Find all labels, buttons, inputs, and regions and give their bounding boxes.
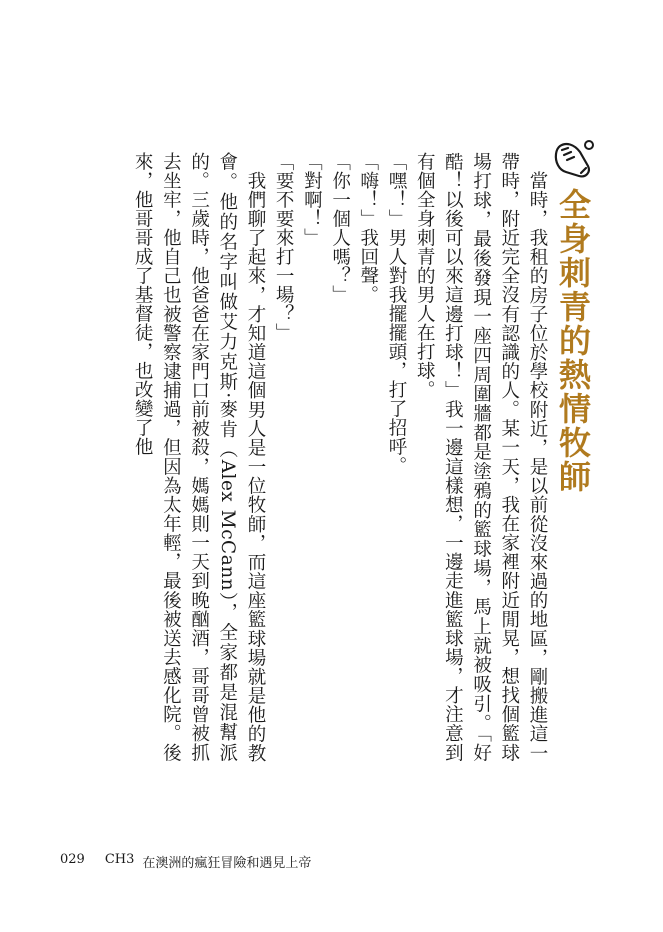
- dialogue-line: 「嗨！」我回聲。: [357, 152, 379, 304]
- page-footer: [60, 852, 311, 871]
- section-title: 全身刺青的熱情牧師: [554, 188, 592, 494]
- paragraph-intro: 當時，我租的房子位於學校附近，是以前從沒來過的地區，剛搬進這一帶時，附近完全沒有認識的人。某一天，我在家裡附近閒晃，想找個籃球場打球，最後發現一座四周圍牆都是塗鴉的籃球場，馬上就被吸引。「好酷！以後可以來這邊打球！」我一邊這樣想，一邊走進籃球場，才注意到有個全身刺青的男人在打球。: [414, 152, 548, 762]
- page-number: 029: [60, 852, 85, 867]
- article-body: [128, 152, 551, 762]
- chapter-label: CH3: [104, 852, 135, 867]
- chapter-title: 在澳洲的瘋狂冒險和遇見上帝: [142, 856, 312, 871]
- dialogue-line: 「嘿！」男人對我擺擺頭，打了招呼。: [385, 152, 407, 475]
- dialogue-line: 「你一個人嗎？」: [329, 152, 351, 304]
- sneaker-icon: [550, 138, 596, 182]
- dialogue-line: 「要不要來打一場？」: [273, 152, 295, 342]
- paragraph-pastor: 我們聊了起來，才知道這個男人是一位牧師，而這座籃球場就是他的教會。他的名字叫做艾力克斯·麥肯（Alex McCann），全家都是混幫派的。三歲時，他爸爸在家門口前被殺，媽媽則一天到晚酗酒，哥哥曾被抓去坐牢，他自己也被警察逮捕過，但因為太年輕，最後被送去感化院。後來，他哥哥成了基督徒，也改變了他: [132, 152, 266, 762]
- dialogue-line: 「對啊！」: [301, 152, 323, 247]
- section-heading: [543, 138, 603, 494]
- running-header: [105, 852, 312, 871]
